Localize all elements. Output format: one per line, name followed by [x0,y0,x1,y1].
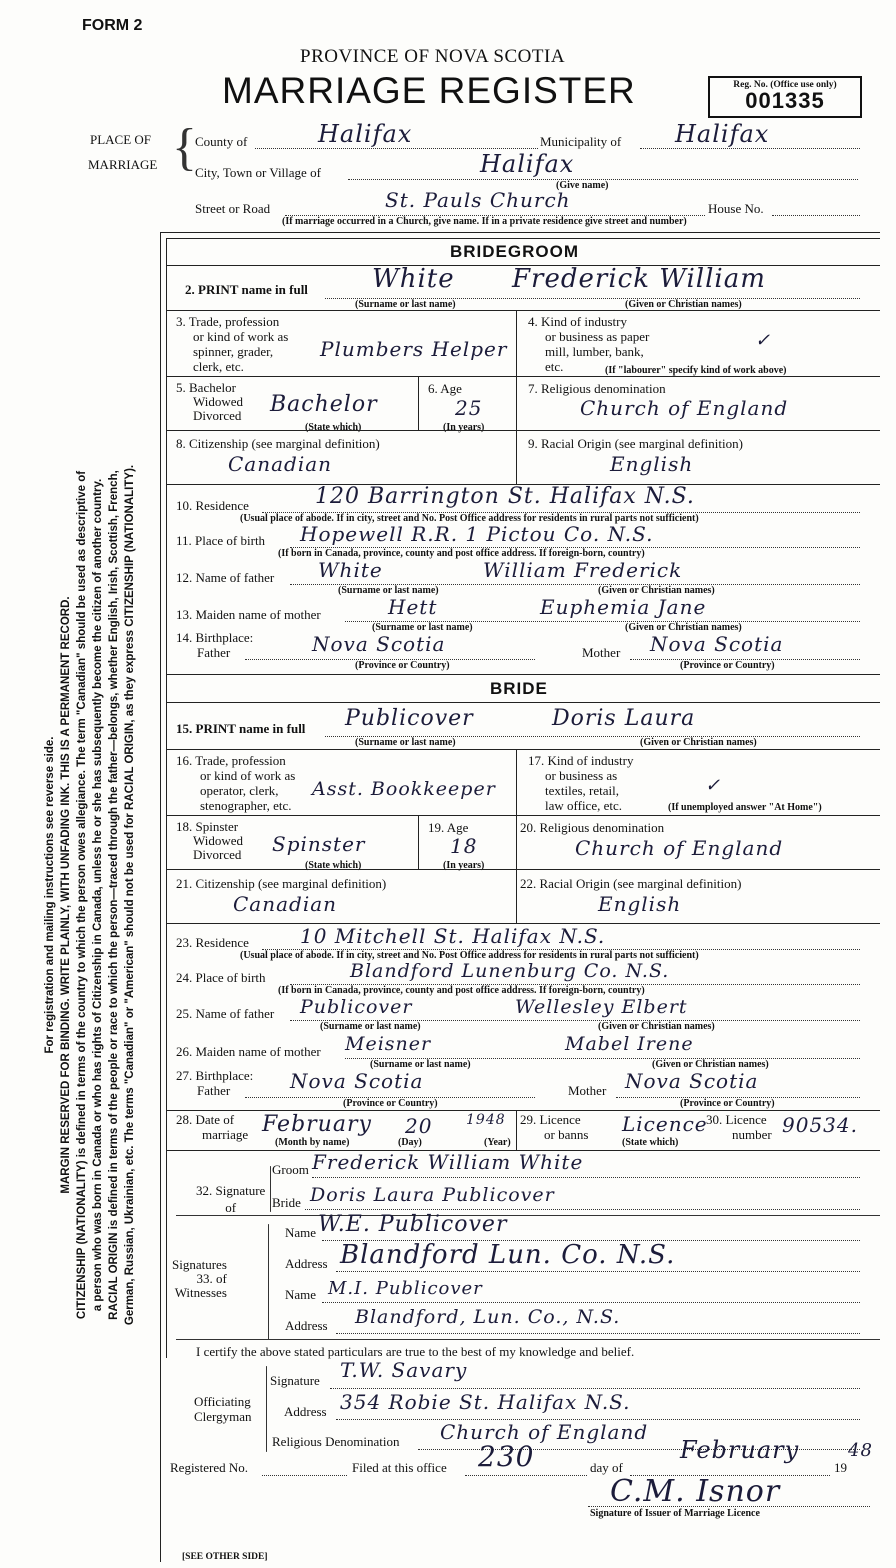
margin-instructions [42,390,172,1400]
bride-state-which: (State which) [305,860,362,871]
groom-industry-label: 4. Kind of industry or business as paper mill, lumber, bank, etc. [528,314,650,374]
form-number: FORM 2 [82,17,143,34]
bride-trade: Asst. Bookkeeper [312,778,496,800]
groom-residence: 120 Barrington St. Halifax N.S. [315,484,695,509]
state-which-caption: (State which) [622,1137,679,1148]
street-note: (If marriage occurred in a Church, give name. If in a private residence give street and number) [282,216,687,227]
bride-birthplaces-label: 27. Birthplace: [176,1068,254,1083]
licence-number-label: 30. Licence number [706,1112,772,1142]
bride-father-given-cap: (Given or Christian names) [598,1021,715,1032]
place-of-label: PLACE OF [90,132,152,147]
groom-bp-father-label: Father [197,645,231,660]
month-caption: (Month by name) [275,1137,350,1148]
give-name-caption: (Give name) [556,180,609,191]
groom-age-label: 6. Age [428,381,462,396]
witness2-address: Blandford, Lun. Co., N.S. [355,1306,621,1328]
reg-number: 001335 [745,88,825,113]
licence-number: 90534. [782,1113,858,1137]
registered-label: Registered No. [170,1460,248,1475]
bride-bp-mother-label: Mother [568,1083,607,1098]
groom-surname: White [372,264,455,294]
groom-trade: Plumbers Helper [320,337,508,361]
bride-birthplace-label: 24. Place of birth [176,970,266,985]
page-title: MARRIAGE REGISTER [222,70,636,111]
bride-mother-given: Mabel Irene [565,1033,694,1055]
bride-mother-prov-cap: (Province or Country) [680,1098,775,1109]
w1-address-label: Address [285,1256,328,1271]
bride-residence: 10 Mitchell St. Halifax N.S. [300,924,606,948]
w2-address-label: Address [285,1318,328,1333]
w2-name-label: Name [285,1287,317,1302]
see-other-side: [SEE OTHER SIDE] [182,1552,268,1562]
groom-status-label: 5. Bachelor Widowed Divorced [176,380,244,423]
bride-mother-label: 26. Maiden name of mother [176,1044,321,1059]
street-label: Street or Road [195,201,271,216]
marriage-label: MARRIAGE [88,157,158,172]
witness2-name: M.I. Publicover [328,1278,483,1299]
day-caption: (Day) [398,1137,422,1148]
clergy-denomination: Church of England [440,1420,649,1444]
groom-in-years: (In years) [443,422,485,433]
bride-citizenship-label: 21. Citizenship (see marginal definition) [176,876,387,891]
bride-father-prov-cap: (Province or Country) [343,1098,438,1109]
groom-residence-note: (Usual place of abode. If in city, street and No. Post Office address for residents in rural parts not sufficient) [240,513,699,524]
groom-father-surname: White [318,558,383,582]
groom-signature: Frederick William White [312,1150,584,1174]
bride-father-surname: Publicover [300,996,413,1018]
groom-bp-mother-label: Mother [582,645,621,660]
reg-box [708,76,862,118]
bride-mother-surname: Meisner [345,1033,432,1055]
bride-industry-note: (If unemployed answer "At Home") [668,802,822,813]
groom-residence-label: 10. Residence [176,498,249,513]
bride-surname: Publicover [345,706,474,731]
groom-origin-label: 9. Racial Origin (see marginal definition) [528,436,743,451]
bride-birth-note: (If born in Canada, province, county and post office address. If foreign-born, country) [278,985,645,996]
groom-age: 25 [455,396,483,420]
bride-sig-label: Bride [272,1195,301,1210]
city-label: City, Town or Village of [195,165,321,180]
bride-father-given: Wellesley Elbert [515,996,688,1018]
margin-line-3: CITIZENSHIP (NATIONALITY) is defined in terms of the country to which the person owes allegiance. The term "Canadian" should be used as descriptive of [76,470,88,1320]
clergy-signature: T.W. Savary [340,1358,468,1382]
bride-age: 18 [450,834,478,858]
groom-citizenship-label: 8. Citizenship (see marginal definition) [176,436,380,451]
groom-state-which: (State which) [305,422,362,433]
issuer-caption: Signature of Issuer of Marriage Licence [590,1508,760,1519]
groom-mother-prov-cap: (Province or Country) [680,660,775,671]
bride-status: Spinster [272,832,366,856]
groom-father-label: 12. Name of father [176,570,275,585]
date-label: 28. Date of marriage [176,1112,249,1142]
denomination-label: Religious Denomination [272,1434,400,1449]
groom-given-caption: (Given or Christian names) [625,299,742,310]
bride-religion: Church of England [575,836,784,860]
bride-residence-note: (Usual place of abode. If in city, street and No. Post Office address for residents in rural parts not sufficient) [240,950,699,961]
groom-mother-given-cap: (Given or Christian names) [625,622,742,633]
filed-number: 230 [478,1440,535,1473]
groom-father-given: William Frederick [483,558,683,582]
bride-father-label: 25. Name of father [176,1006,275,1021]
groom-mother-surname: Hett [388,595,438,619]
year-caption: (Year) [484,1137,511,1148]
house-label: House No. [708,201,764,216]
province-title: PROVINCE OF NOVA SCOTIA [300,46,566,67]
clergy-address: 354 Robie St. Halifax N.S. [340,1390,631,1414]
groom-mother-surname-cap: (Surname or last name) [372,622,473,633]
groom-citizenship: Canadian [228,452,333,476]
groom-industry-note: (If "labourer" specify kind of work above) [605,365,787,376]
licence-or-banns: Licence [622,1112,708,1136]
bride-name-label: 15. PRINT name in full [176,721,306,736]
groom-origin: English [610,452,694,476]
margin-line-4: a person who was born in Canada or who has rights of Citizenship in Canada, unless he or she has subsequently become the citizen of another country. [92,478,104,1312]
bride-mother-surname-cap: (Surname or last name) [370,1059,471,1070]
day-of-label: day of [590,1460,623,1475]
groom-status: Bachelor [270,392,378,417]
bride-mother-given-cap: (Given or Christian names) [652,1059,769,1070]
bride-heading: BRIDE [490,679,548,698]
bride-father-surname-cap: (Surname or last name) [320,1021,421,1032]
marriage-month: February [262,1112,372,1137]
bride-surname-caption: (Surname or last name) [355,737,456,748]
bride-status-label: 18. Spinster Widowed Divorced [176,819,244,862]
county-label: County of [195,134,248,149]
certify-text: I certify the above stated particulars are true to the best of my knowledge and belief. [196,1344,635,1359]
margin-line-2: MARGIN RESERVED FOR BINDING. WRITE PLAINLY, WITH UNFADING INK. THIS IS A PERMANENT RECORD. [60,596,72,1194]
municipality-value: Halifax [675,120,770,148]
witness1-name: W.E. Publicover [318,1212,508,1237]
margin-line-5: RACIAL ORIGIN is defined in terms of the people or race to which the person—traced through the father—belongs, whether English, Irish, Scottish, French, [108,470,120,1320]
issuer-signature: C.M. Isnor [610,1474,781,1509]
filed-month: February [680,1436,800,1464]
licence-label: 29. Licence or banns [520,1112,589,1142]
groom-industry: ✓ [755,330,772,351]
witness-label: Signatures 33. of Witnesses [172,1257,227,1300]
groom-religion-label: 7. Religious denomination [528,381,666,396]
bride-mother-birthplace: Nova Scotia [625,1069,759,1093]
groom-sig-label: Groom [272,1162,309,1177]
groom-mother-label: 13. Maiden name of mother [176,607,321,622]
bride-in-years: (In years) [443,860,485,871]
groom-mother-birthplace: Nova Scotia [650,632,784,656]
groom-religion: Church of England [580,396,789,420]
marriage-day: 20 [405,1114,433,1138]
brace: { [172,119,197,176]
bride-industry-label: 17. Kind of industry or business as textiles, retail, law office, etc. [528,753,634,813]
groom-birthplaces-label: 14. Birthplace: [176,630,254,645]
street-value: St. Pauls Church [385,188,571,212]
margin-line-1: For registration and mailing instructions see reverse side. [44,736,56,1054]
county-value: Halifax [318,120,413,148]
bride-residence-label: 23. Residence [176,935,249,950]
year-prefix: 19 [834,1460,847,1475]
marriage-year: 1948 [466,1112,506,1128]
w1-name-label: Name [285,1225,317,1240]
groom-surname-caption: (Surname or last name) [355,299,456,310]
bride-birthplace: Blandford Lunenburg Co. N.S. [350,960,670,982]
municipality-label: Municipality of [540,134,622,149]
groom-father-birthplace: Nova Scotia [312,632,446,656]
bride-origin-label: 22. Racial Origin (see marginal definition) [520,876,742,891]
groom-father-prov-cap: (Province or Country) [355,660,450,671]
groom-birthplace-label: 11. Place of birth [176,533,266,548]
margin-line-6: German, Russian, Ukrainian, etc. The terms "Canadian" or "American" should not be used for RACIAL ORIGIN, as they express CITIZENSHIP (NATIONALITY). [124,464,136,1326]
bride-given-caption: (Given or Christian names) [640,737,757,748]
groom-trade-label: 3. Trade, profession or kind of work as spinner, grader, clerk, etc. [176,314,289,374]
groom-father-given-cap: (Given or Christian names) [598,585,715,596]
bride-religion-label: 20. Religious denomination [520,820,665,835]
signature-label: 32. Signature of [196,1183,266,1215]
bride-origin: English [598,892,682,916]
bride-trade-label: 16. Trade, profession or kind of work as operator, clerk, stenographer, etc. [176,753,296,813]
groom-birthplace: Hopewell R.R. 1 Pictou Co. N.S. [300,522,654,546]
city-value: Halifax [480,150,575,178]
filed-label: Filed at this office [352,1460,447,1475]
bride-father-birthplace: Nova Scotia [290,1069,424,1093]
bride-citizenship: Canadian [233,892,338,916]
groom-given-names: Frederick William [512,264,766,294]
officiating-label: Officiating Clergyman [194,1394,252,1424]
groom-name-label: 2. PRINT name in full [185,282,308,297]
bride-signature: Doris Laura Publicover [310,1184,555,1206]
filed-year: 48 [848,1440,873,1461]
groom-birth-note: (If born in Canada, province, county and post office address. If foreign-born, country) [278,548,645,559]
groom-mother-given: Euphemia Jane [540,595,707,619]
clergy-address-label: Address [284,1404,327,1419]
bride-industry: ✓ [705,775,722,796]
bridegroom-heading: BRIDEGROOM [450,242,579,261]
clergy-sig-label: Signature [270,1373,320,1388]
bride-bp-father-label: Father [197,1083,231,1098]
groom-father-surname-cap: (Surname or last name) [338,585,439,596]
witness1-address: Blandford Lun. Co. N.S. [340,1240,676,1270]
reg-box-label: Reg. No. (Office use only) [733,80,837,90]
bride-given-names: Doris Laura [552,706,696,731]
bride-age-label: 19. Age [428,820,469,835]
